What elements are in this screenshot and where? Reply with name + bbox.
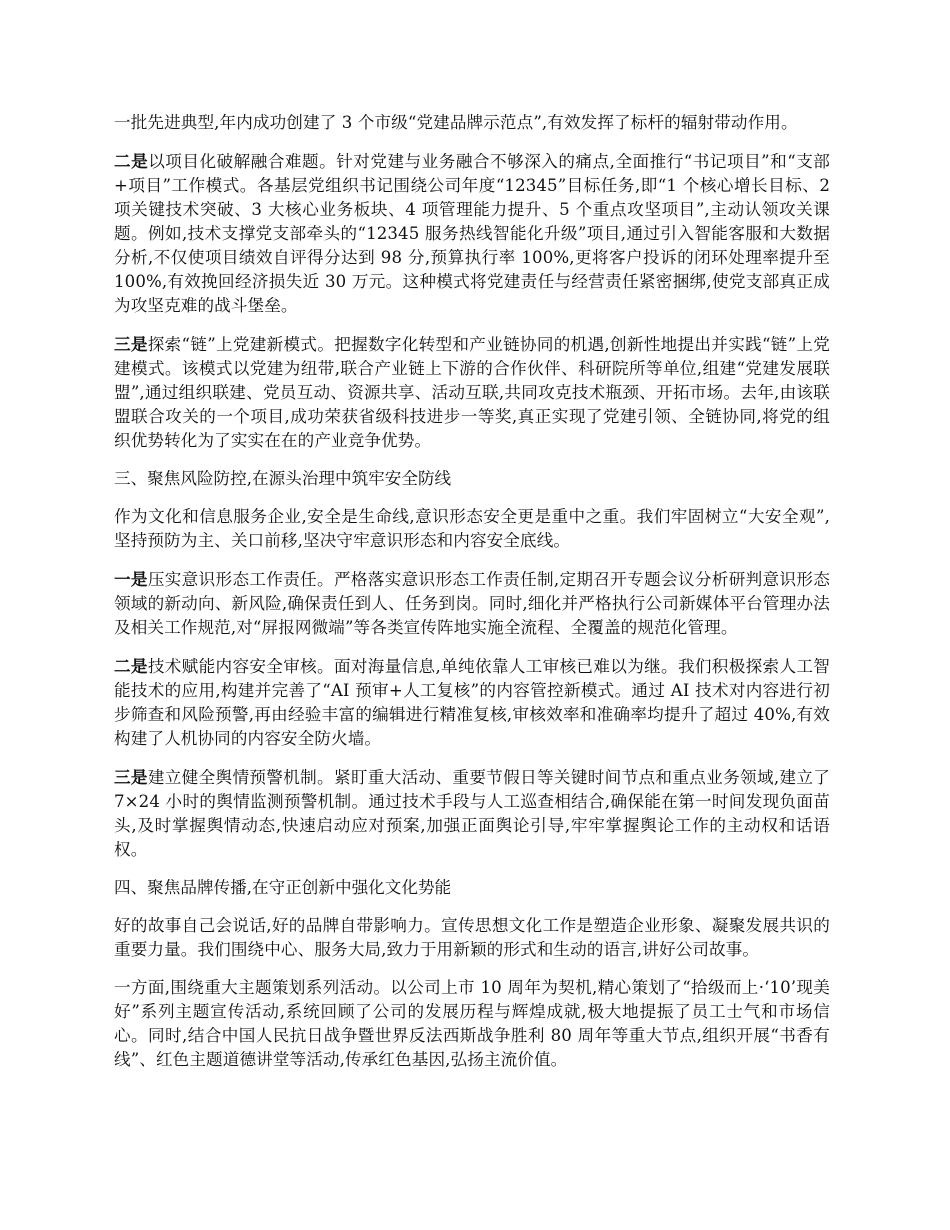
section-intro: 作为文化和信息服务企业,安全是生命线,意识形态安全更是重中之重。我们牢固树立“大安全观”,坚持预防为主、关口前移,坚决守牢意识形态和内容安全底线。 (114, 507, 830, 550)
paragraph-lead: 三是 (114, 334, 148, 354)
paragraph-chain-party-building (114, 332, 830, 453)
paragraph-text: 以项目化破解融合难题。针对党建与业务融合不够深入的痛点,全面推行“书记项目”和“支部+项目”工作模式。各基层党组织书记围绕公司年度“12345”目标任务,即“1 个核心增长目标、2 项关键技术突破、3 大核心业务板块、4 项管理能力提升、5 个重点攻坚项目”,主动认领攻关课题。例如,技术支撑党支部牵头的“12345 服务热线智能化升级”项目,通过引入智能客服和大数据分析,不仅使项目绩效自评得分达到 98 分,预算执行率 100%,更将客户投诉的闭环处理率提升至 100%,有效挽回经济损失近 30 万元。这种模式将党建责任与经营责任紧密捆绑,使党支部真正成为攻坚克难的战斗堡垒。 (114, 152, 831, 315)
paragraph-lead: 二是 (114, 151, 149, 171)
paragraph-continuation (114, 111, 830, 135)
paragraph-text: 建立健全舆情预警机制。紧盯重大活动、重要节假日等关键时间节点和重点业务领域,建立了 7×24 小时的舆情监测预警机制。通过技术手段与人工巡查相结合,确保能在第一时间发现负面苗头,及时掌握舆情动态,快速启动应对预案,加强正面舆论引导,牢牢掌握舆论工作的主动权和话语权。 (114, 768, 830, 859)
section-heading-brand: 四、聚焦品牌传播,在守正创新中强化文化势能 (114, 878, 452, 897)
paragraph-ideology-responsibility (114, 567, 830, 640)
paragraph-lead: 一是 (114, 569, 148, 589)
paragraph-content-review (114, 654, 830, 751)
document-page (114, 111, 830, 1086)
paragraph-project-based (114, 149, 830, 318)
paragraph-theme-activities (114, 976, 830, 1072)
paragraph-text: 技术赋能内容安全审核。面对海量信息,单纯依靠人工审核已难以为继。我们积极探索人工智能技术的应用,构建并完善了“AI 预审+人工复核”的内容管控新模式。通过 AI 技术对内容进行初步筛查和风险预警,再由经验丰富的编辑进行精准复核,审核效率和准确率均提升了超过 40%,有效构建了人机协同的内容安全防火墙。 (114, 657, 830, 748)
paragraph-opinion-monitoring (114, 765, 830, 862)
section-intro: 好的故事自己会说话,好的品牌自带影响力。宣传思想文化工作是塑造企业形象、凝聚发展共识的重要力量。我们围绕中心、服务大局,致力于用新颖的形式和生动的语言,讲好公司故事。 (114, 916, 830, 959)
paragraph-lead: 二是 (114, 656, 148, 676)
paragraph-text: 压实意识形态工作责任。严格落实意识形态工作责任制,定期召开专题会议分析研判意识形态领域的新动向、新风险,确保责任到人、任务到岗。同时,细化并严格执行公司新媒体平台管理办法及相关工作规范,对“屏报网微端”等各类宣传阵地实施全流程、全覆盖的规范化管理。 (114, 570, 830, 637)
paragraph-text: 一批先进典型,年内成功创建了 3 个市级“党建品牌示范点”,有效发挥了标杆的辐射带动作用。 (114, 113, 798, 132)
paragraph-lead: 三是 (114, 767, 148, 787)
section-heading-risk-control: 三、聚焦风险防控,在源头治理中筑牢安全防线 (114, 469, 452, 488)
paragraph-text: 探索“链”上党建新模式。把握数字化转型和产业链协同的机遇,创新性地提出并实践“链”上党建模式。该模式以党建为纽带,联合产业链上下游的合作伙伴、科研院所等单位,组建“党建发展联盟”,通过组织联建、党员互动、资源共享、活动互联,共同攻克技术瓶颈、开拓市场。去年,由该联盟联合攻关的一个项目,成功荣获省级科技进步一等奖,真正实现了党建引领、全链协同,将党的组织优势转化为了实实在在的产业竞争优势。 (114, 335, 830, 450)
paragraph-text: 一方面,围绕重大主题策划系列活动。以公司上市 10 周年为契机,精心策划了“拾级而上·‘10’现美好”系列主题宣传活动,系统回顾了公司的发展历程与辉煌成就,极大地提振了员工士气和市场信心。同时,结合中国人民抗日战争暨世界反法西斯战争胜利 80 周年等重大节点,组织开展“书香有线”、红色主题道德讲堂等活动,传承红色基因,弘扬主流价值。 (114, 978, 830, 1069)
